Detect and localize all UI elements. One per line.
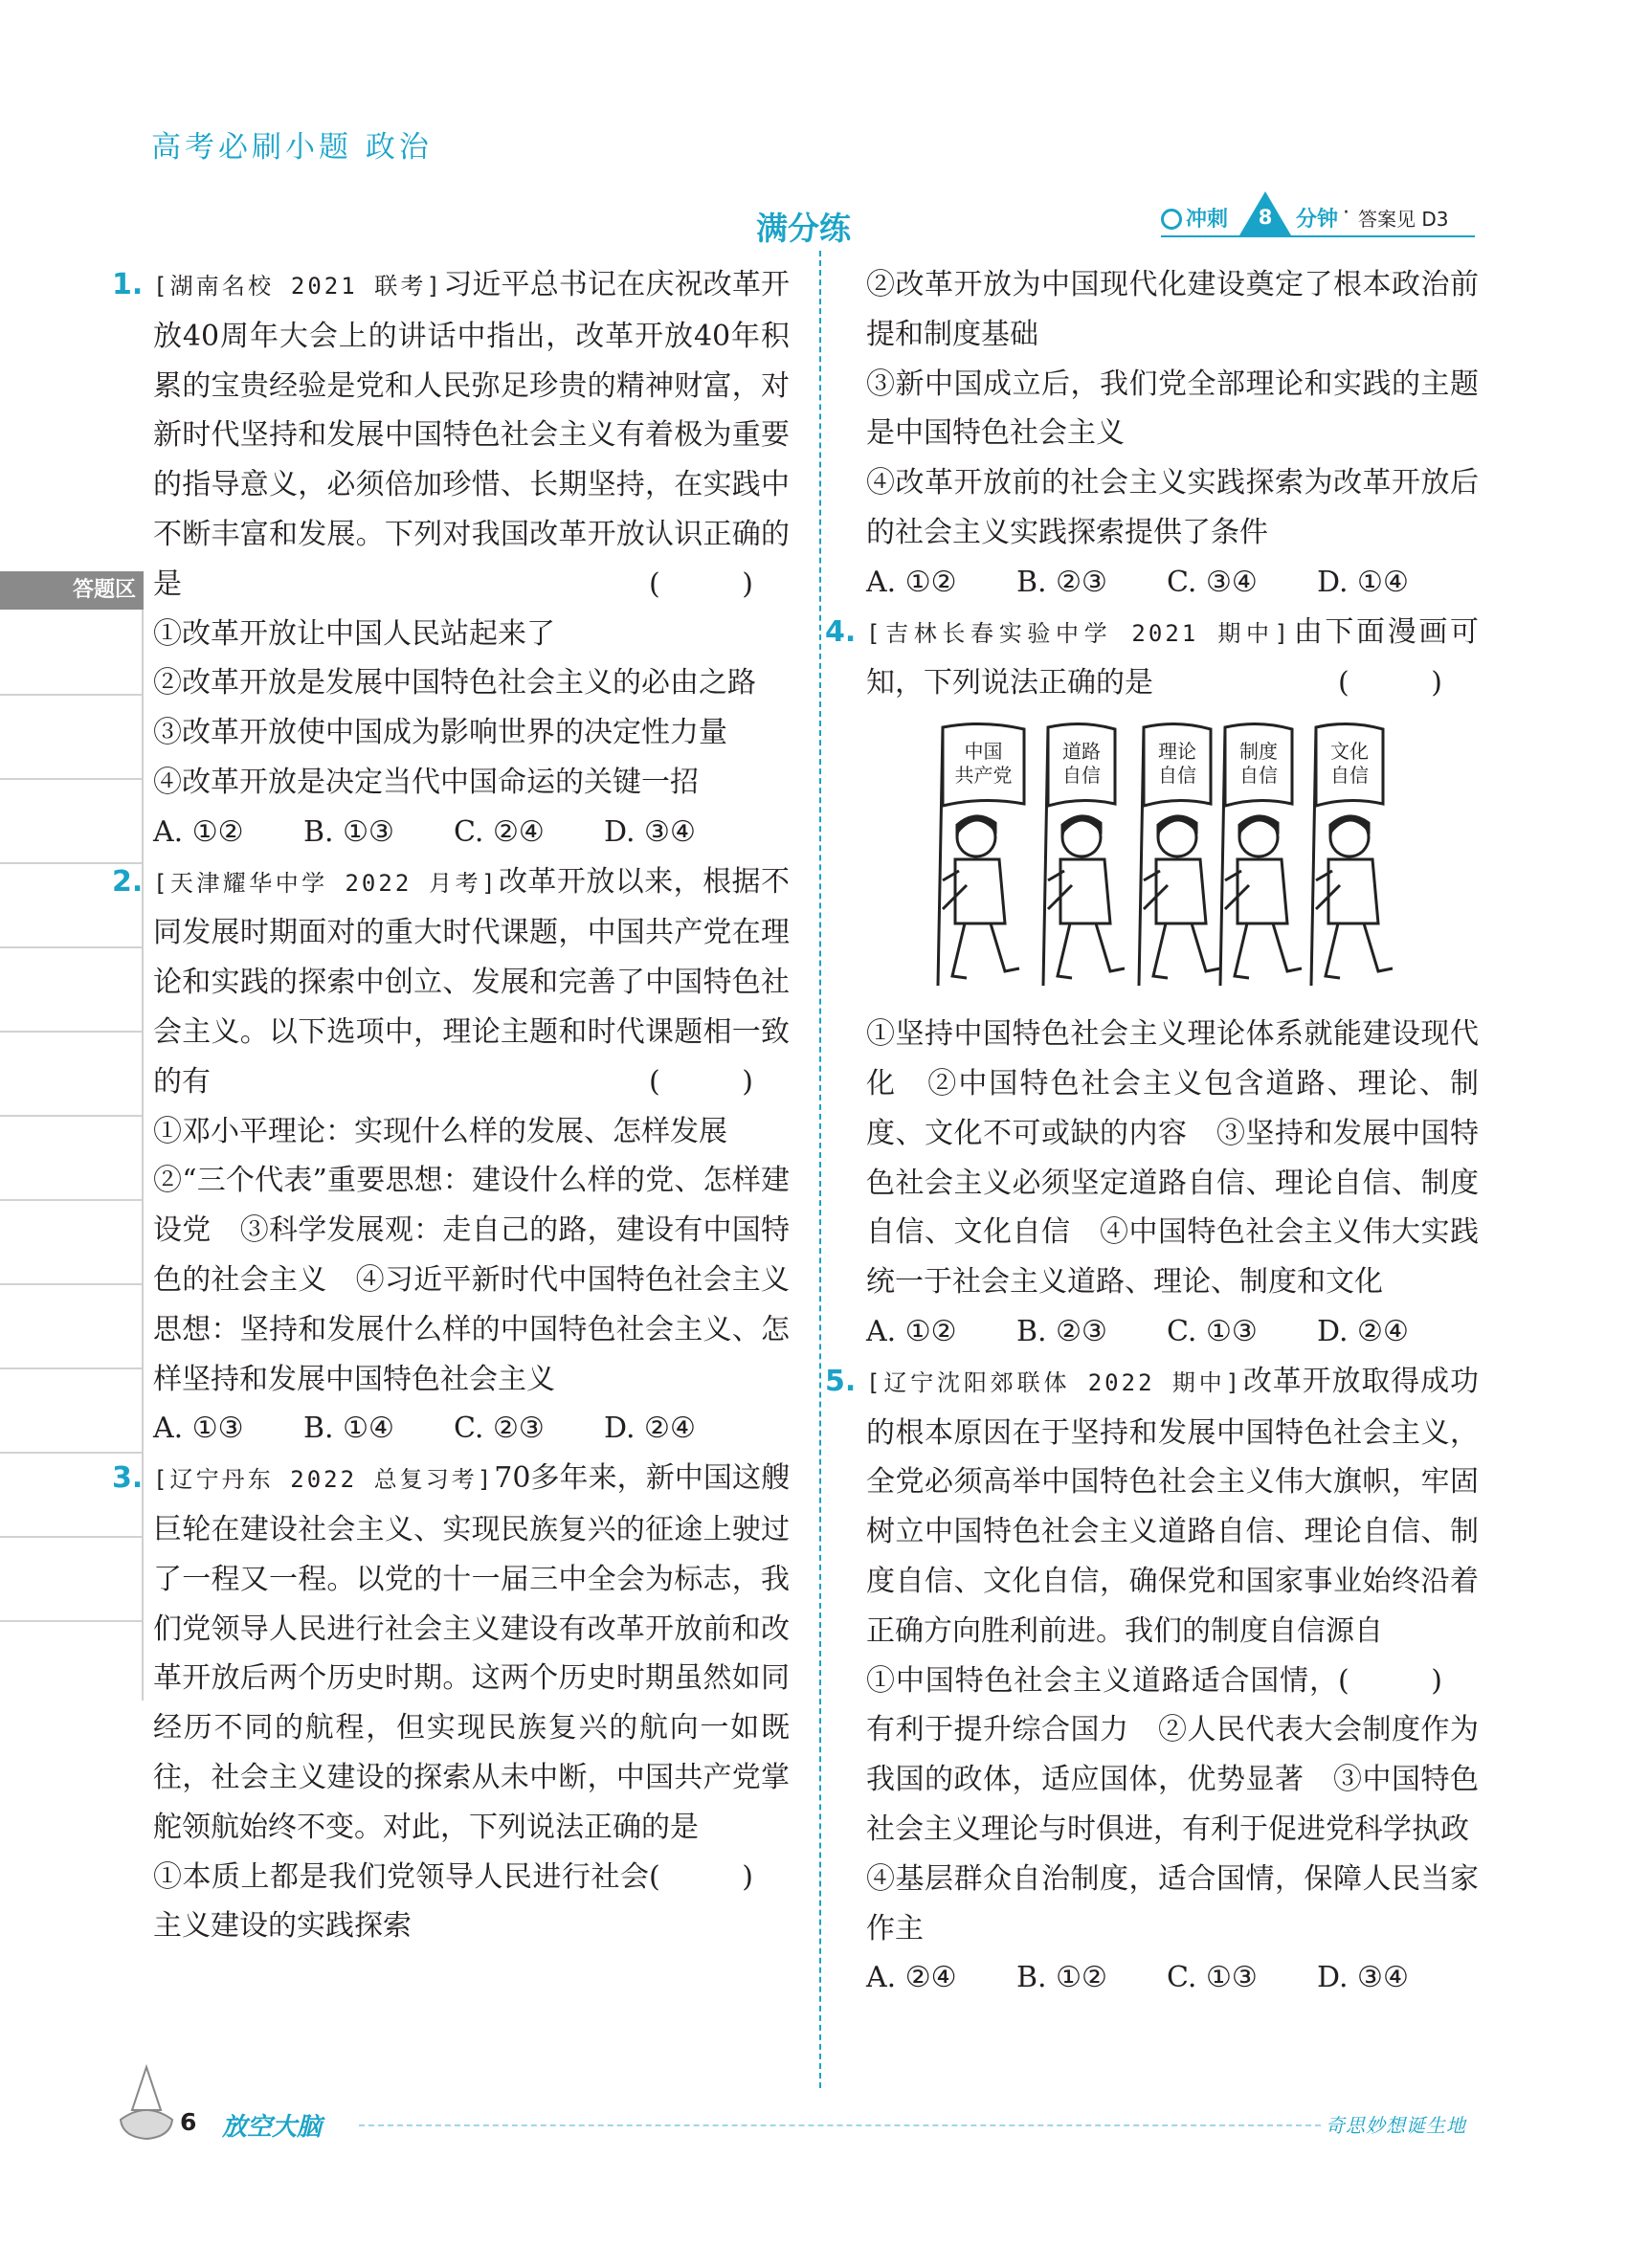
timer-badge (1161, 191, 1475, 237)
figure-body (1238, 859, 1287, 923)
cartoon-flag (943, 724, 1024, 807)
option-b[interactable]: B. ②③ (1016, 565, 1107, 599)
answer-reference: 答案见 D3 (1358, 208, 1449, 231)
question-source: [辽宁丹东 2022 总复习考] (153, 1466, 495, 1494)
question-number: 2. (112, 864, 144, 899)
option-d[interactable]: D. ②④ (1317, 1314, 1409, 1348)
svg-text:中国: 中国 (964, 740, 1003, 764)
question-number: 1. (112, 268, 144, 301)
timer-minutes: 8 (1258, 206, 1273, 229)
question-item: ③新中国成立后，我们党全部理论和实践的主题是中国特色社会主义 (866, 367, 1479, 451)
question-3 (112, 1454, 790, 1951)
answer-bracket[interactable]: ( ) (649, 567, 790, 601)
figure-body (1328, 859, 1378, 923)
svg-text:自信: 自信 (1062, 764, 1101, 788)
question-item: ④改革开放前的社会主义实践探索为改革开放后的社会主义实践探索提供了条件 (866, 466, 1479, 549)
timer-underline (1161, 235, 1475, 237)
question-item: ②改革开放为中国现代化建设奠定了根本政治前提和制度基础 (866, 268, 1479, 351)
answer-line (0, 778, 142, 780)
option-b[interactable]: B. ①② (1016, 1961, 1107, 1995)
answer-bracket[interactable]: ( ) (649, 1859, 790, 1894)
question-item: ②“三个代表”重要思想：建设什么样的党、怎样建设党 ③科学发展观：走自己的路，建设有中国特色的社会主义 ④习近平新时代中国特色社会主义思想：坚持和发展什么样的中国特色社会主义、怎样坚持和发展中国特色社会主义 (153, 1164, 790, 1396)
footer-divider (359, 2124, 1321, 2126)
svg-text:自信: 自信 (1158, 764, 1196, 788)
answer-bracket[interactable]: ( ) (649, 1064, 790, 1099)
question-3-continued (866, 260, 1479, 608)
svg-text:道路: 道路 (1062, 740, 1101, 764)
right-column (825, 260, 1480, 2003)
answer-line (0, 1115, 142, 1117)
answer-options (153, 808, 790, 857)
answer-area-tab: 答题区 (0, 571, 144, 610)
answer-line (0, 1031, 142, 1033)
left-column (112, 260, 791, 1951)
question-item: ①改革开放让中国人民站起来了 (153, 616, 555, 651)
svg-text:自信: 自信 (1330, 764, 1369, 788)
column-divider (819, 251, 821, 2088)
answer-line (0, 946, 142, 948)
question-number: 3. (112, 1461, 144, 1496)
option-c[interactable]: C. ③④ (1167, 565, 1258, 599)
question-item: ①邓小平理论：实现什么样的发展、怎样发展 (153, 1114, 727, 1148)
svg-text:文化: 文化 (1330, 740, 1369, 764)
option-c[interactable]: C. ①③ (1167, 1961, 1258, 1995)
page-number: 6 (180, 2108, 197, 2136)
figure-body (1156, 859, 1206, 923)
answer-options (866, 1953, 1479, 2003)
option-a[interactable]: A. ①② (866, 565, 957, 599)
answer-line (0, 1620, 142, 1622)
answer-options (866, 1307, 1479, 1357)
svg-text:制度: 制度 (1239, 740, 1278, 764)
section-title: 满分练 (756, 210, 851, 247)
figure-body (955, 859, 1005, 923)
question-source: [湖南名校 2021 联考] (153, 273, 444, 300)
question-5 (825, 1357, 1480, 2003)
question-stem: [湖南名校 2021 联考]习近平总书记在庆祝改革开放40周年大会上的讲话中指出，改革开放40年积累的宝贵经验是党和人民弥足珍贵的精神财富，对新时代坚持和发展中国特色社会主义有着极为重要的指导意义，必须倍加珍惜、长期坚持，在实践中不断丰富和发展。下列对我国改革开放认识正确的是 ( ) (153, 260, 790, 610)
answer-area[interactable] (0, 610, 144, 1701)
question-item: ④基层群众自治制度，适合国情，保障人民当家作主 (866, 1861, 1479, 1946)
answer-line (0, 1536, 142, 1538)
option-c[interactable]: C. ②④ (454, 814, 545, 849)
answer-line (0, 694, 142, 696)
question-item: ①中国特色社会主义道路适合国情，有利于提升综合国力 ②人民代表大会制度作为我国的政体，适应国体，优势显著 ③中国特色社会主义理论与时俱进，有利于促进党科学执政 (866, 1663, 1479, 1846)
answer-options (153, 1404, 790, 1454)
question-stem: [吉林长春实验中学 2021 期中]由下面漫画可知，下列说法正确的是 ( ) (866, 608, 1479, 709)
question-source: [吉林长春实验中学 2021 期中] (866, 619, 1292, 647)
option-d[interactable]: D. ②④ (604, 1412, 696, 1446)
option-b[interactable]: B. ①③ (303, 814, 394, 849)
answer-bracket[interactable]: ( ) (1338, 1663, 1479, 1698)
timer-unit: 分钟 (1296, 208, 1339, 232)
cartoon-flag (1048, 724, 1115, 807)
sprint-icon (1161, 209, 1182, 230)
lightbulb-icon (113, 2062, 180, 2144)
question-item: ①坚持中国特色社会主义理论体系就能建设现代化 ②中国特色社会主义包含道路、理论、制度、文化不可或缺的内容 ③坚持和发展中国特色社会主义必须坚定道路自信、理论自信、制度自信、文化自信 ④中国特色社会主义伟大实践统一于社会主义道路、理论、制度和文化 (866, 1017, 1479, 1300)
question-source: [天津耀华中学 2022 月考] (153, 869, 499, 897)
answer-bracket[interactable]: ( ) (1338, 666, 1479, 700)
answer-line (0, 1283, 142, 1285)
question-4 (825, 608, 1480, 1357)
question-item: ③改革开放使中国成为影响世界的决定性力量 (153, 716, 727, 750)
option-d[interactable]: D. ③④ (604, 814, 696, 849)
question-stem: [辽宁沈阳郊联体 2022 期中]改革开放取得成功的根本原因在于坚持和发展中国特色社会主义，全党必须高举中国特色社会主义伟大旗帜，牢固树立中国特色社会主义道路自信、理论自信、制度自信、文化自信，确保党和国家事业始终沿着正确方向胜利前进。我们的制度自信源自 ( ) (866, 1357, 1479, 1657)
option-a[interactable]: A. ①② (866, 1314, 957, 1348)
svg-text:自信: 自信 (1239, 764, 1278, 788)
option-c[interactable]: C. ②③ (454, 1412, 545, 1446)
option-b[interactable]: B. ②③ (1016, 1314, 1107, 1348)
book-title: 高考必刷小题 政治 (151, 130, 433, 165)
question-item: ①本质上都是我们党领导人民进行社会主义建设的实践探索 (153, 1859, 650, 1944)
cartoon-flag (1144, 724, 1211, 807)
question-number: 4. (825, 614, 857, 649)
cartoon-flag (1225, 724, 1292, 807)
option-a[interactable]: A. ②④ (866, 1961, 957, 1995)
question-1 (112, 260, 791, 857)
option-b[interactable]: B. ①④ (303, 1412, 394, 1446)
question-2 (112, 857, 791, 1455)
option-a[interactable]: A. ①② (153, 814, 244, 849)
question-number: 5. (825, 1364, 857, 1398)
option-d[interactable]: D. ③④ (1317, 1961, 1409, 1995)
option-c[interactable]: C. ①③ (1167, 1314, 1258, 1348)
option-d[interactable]: D. ①④ (1317, 565, 1409, 599)
question-item: ④改革开放是决定当代中国命运的关键一招 (153, 765, 699, 799)
timer-label: 冲刺 (1186, 208, 1229, 232)
answer-line (0, 1199, 142, 1201)
brand-label: 放空大脑 (222, 2113, 323, 2142)
question-stem: [辽宁丹东 2022 总复习考]70多年来，新中国这艘巨轮在建设社会主义、实现民族复兴的征途上驶过了一程又一程。以党的十一届三中全会为标志，我们党领导人民进行社会主义建设有改革开放前和改革开放后两个历史时期。这两个历史时期虽然如同经历不同的航程，但实现民族复兴的航向一如既往，社会主义建设的探索从未中断，中国共产党掌舵领航始终不变。对此，下列说法正确的是 ( ) (153, 1454, 790, 1852)
cartoon-image (904, 718, 1421, 990)
question-stem: [天津耀华中学 2022 月考]改革开放以来，根据不同发展时期面对的重大时代课题，中国共产党在理论和实践的探索中创立、发展和完善了中国特色社会主义。以下选项中，理论主题和时代课题相一致的有 ( ) (153, 857, 790, 1107)
svg-text:共产党: 共产党 (954, 764, 1013, 788)
question-item: ②改革开放是发展中国特色社会主义的必由之路 (153, 666, 756, 700)
svg-text:理论: 理论 (1158, 740, 1196, 764)
cartoon-flag (1316, 724, 1383, 807)
answer-options (866, 558, 1479, 608)
separator-dot: · (1343, 201, 1349, 225)
option-a[interactable]: A. ①③ (153, 1412, 244, 1446)
question-source: [辽宁沈阳郊联体 2022 期中] (866, 1368, 1243, 1396)
answer-line (0, 1367, 142, 1369)
figure-body (1060, 859, 1110, 923)
slogan: 奇思妙想诞生地 (1326, 2114, 1466, 2137)
